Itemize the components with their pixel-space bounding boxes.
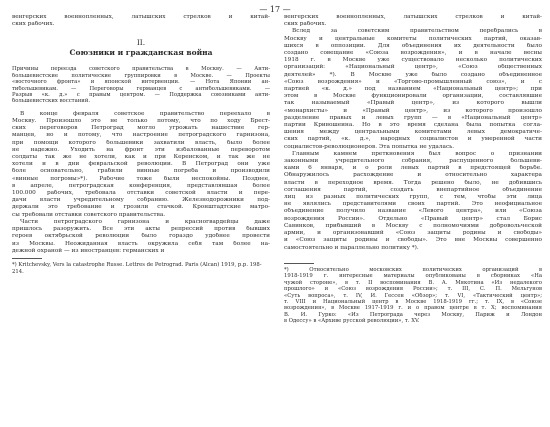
body-line: самостоятельно и параллельно политику *). xyxy=(284,244,419,251)
body-line: из Москвы. Неожиданная власть окружила себя там более на- xyxy=(12,240,270,247)
body-line: этом в Москве функционировали организации, составлявшие xyxy=(284,93,542,100)
body-line: создано совещание «Союза возрождения», и в начале весны xyxy=(284,50,542,57)
body-text xyxy=(284,28,542,251)
summary-line: тибольшевикам. — Переговоры германцев с антибольшевиками. — xyxy=(12,85,270,92)
right-column xyxy=(284,14,542,325)
body-line: Москву. Произошло это не только потому, что по ходу Брест- xyxy=(12,118,270,125)
summary-line: большевистские политические группировки в Москве. — Проекты xyxy=(12,72,270,79)
body-line: дежной охраной — из иностранцев: германских и xyxy=(12,247,165,254)
body-line: объединение получило название «Левого центра», или «Союза xyxy=(284,208,542,215)
body-line: не являлись представителями своих партий. Это неофициальное xyxy=(284,201,542,208)
body-line: Москву и центральные комитеты политических партий, оказав- xyxy=(284,35,542,42)
body-line: в апреле, петроградская конференция, представлявшая более xyxy=(12,182,270,189)
body-line: не надежно. Уходить на фронт эти избалованные переворотом xyxy=(12,146,270,153)
body-line: партией «к. д.» под названием «Национальный центр»; при xyxy=(284,86,542,93)
footnotes xyxy=(284,267,542,325)
footnote-line: прошлого» и «Союз возрождения России»; т. III, С. П. Мельгунов xyxy=(284,286,542,293)
top-lines xyxy=(284,14,542,28)
body-line: шения между центральными комитетами левых демократиче- xyxy=(284,129,542,136)
body-line: социалистов-революционеров. Эта попытка не удалась. xyxy=(284,143,455,150)
footnote-rule xyxy=(284,260,542,267)
body-line: соглашения партий, создать внепартийное объединение xyxy=(284,186,542,193)
top-lines xyxy=(12,14,270,28)
body-line: В конце февраля советское правительство переехало в xyxy=(20,110,270,117)
footnote-line: в Одессу» в «Архиве русской революции», т. XV. xyxy=(284,318,420,325)
footnote-line: *) Относительно московских политических организаций в xyxy=(284,266,542,273)
body-line: лиц из разных политических групп, с тем, чтобы эти лица xyxy=(284,194,542,201)
footnote-line: В. И. Гурко: «Из Петрограда через Москву, Париж и Лондон xyxy=(284,311,542,318)
body-line: Савинков, прибывший в Москву с полномочиями добровольческой xyxy=(284,222,542,229)
body-line: возрождения России». Отдельно «Правый центр» стал Борис xyxy=(284,215,542,222)
body-line: солдаты так же не хотели, как и при Керенском, и так же не xyxy=(12,154,270,161)
body-line: манцев, но и потому, что настроение петроградского гарнизона, xyxy=(12,132,270,139)
body-line: 1918 г. в Москве уже существовало несколько политических xyxy=(284,57,542,64)
footnote-line: возрождения», в Москве 1917-1919 г. и о правом центре в т. X; воспоминания xyxy=(284,305,542,312)
footnote-line: т. VIII и Национальный центр в Москве 1918-1919 гг.; т. IX, в «Союзе xyxy=(284,298,542,305)
body-line: боле основательно, грабили винные погреба и производили xyxy=(12,168,270,175)
body-line: деятелей» *). В Москве уже было создано объединенное xyxy=(284,71,542,78)
body-line: «монархисты» и «Правый центр», из которого произошло xyxy=(284,107,542,114)
footnote: *) Kritchevsky, Vers la catastrophe Russe. Lettres de Petrograd. Paris (Alcan) 1919, p.p. 198-214. xyxy=(12,262,262,275)
body-line: Части петроградского гарнизона и красногвардейцы даже xyxy=(20,218,270,225)
footnote-rule xyxy=(12,255,270,262)
body-line: партии Кривошеина. Но в это время сделана была попытка согла- xyxy=(284,122,542,129)
footnote-line: «Суть вопроса», т. IV, И. Гессен «Обзор»; т. VI, «Тактический центр»; xyxy=(284,292,542,299)
body-line: хотели и в дни февральской революции. В Петроград они уже xyxy=(12,161,270,168)
body-line: организаций: «Национальный центр», «Союз общественных xyxy=(284,64,542,71)
text-line: венгерских военнопленных, латышских стрелков и китай- xyxy=(12,14,270,20)
body-line: разделение правых и левых групп — в «Национальный центр» xyxy=(284,114,542,121)
summary-line: Разрыв «к. д.» с правым центром. — Поддержка союзниками анти- xyxy=(12,92,270,99)
section-title: Союзники и гражданская война xyxy=(69,48,213,58)
body-line: при помощи которого большевики захватили власть, было более xyxy=(12,139,270,146)
summary-line: «восточного фронта» и японской интервенции. — Нота Японии ан- xyxy=(12,79,270,86)
text-line: венгерских военнопленных, латышских стрелков и китай- xyxy=(284,14,542,20)
summary-line: Причины переезда советского правительства в Москву. — Анти- xyxy=(12,66,270,73)
body-line: армии, и организовавший «Союз защиты родины и свободы» xyxy=(284,230,542,237)
left-column xyxy=(12,14,270,275)
page-number: — 17 — xyxy=(259,5,291,14)
body-line: «Союз возрождения» и «Торгово-промышленный союз», и с xyxy=(284,78,542,85)
body-line: «винные погромы»*). Рабочие тоже были неспокойны. Позднее, xyxy=(12,175,270,182)
chapter-summary xyxy=(12,66,270,104)
body-text xyxy=(12,111,270,255)
body-line: Вслед за советским правительством перебрались в xyxy=(292,28,542,35)
body-line: ками 6 января, и о роли левых партий в предстоящей борьбе. xyxy=(284,165,542,172)
body-line: героев октябрьской революции было гораздо удобнее провести xyxy=(12,233,270,240)
body-line: 100.000 рабочих, требовала отставки советской власти и пере- xyxy=(12,190,270,197)
body-line: пришлось разоружить. Все эти акты репрессий против бывших xyxy=(12,226,270,233)
body-line: власти в переходное время. Тогда решено было, не добившись xyxy=(284,179,542,186)
summary-line: большевистских восстаний. xyxy=(12,98,91,105)
body-line: так называемый «Правый центр», из которого вышли xyxy=(284,100,542,107)
body-line: ских переговоров Петроград могло угрожать нашествие гер- xyxy=(12,125,270,132)
section-number: II. xyxy=(136,38,146,48)
body-line: шихся в оппозиции. Для объединения их деятельности было xyxy=(284,42,542,49)
footnote-line: чужой стороне», в т. II воспоминания В. А. Мякотина «Из недалекого xyxy=(284,279,542,286)
body-line: сы требовали отставки советского правительства. xyxy=(12,211,166,218)
body-line: Главным камнем преткновения был вопрос о признании xyxy=(292,150,542,157)
body-line: дачи власти учредительному собранию. Железнодорожники под- xyxy=(12,197,270,204)
footnote-line: 1918-1919 г. интересные материалы опубликованы в сборниках «На xyxy=(284,273,542,280)
body-line: и «Союз защиты родины и свободы». Это вне Москвы совершенно xyxy=(284,237,542,244)
body-line: Обнаружилось расхождение и относительно характера xyxy=(284,172,542,179)
text-line: ских рабочих. xyxy=(12,21,55,28)
text-line: ских рабочих. xyxy=(284,21,327,28)
body-line: ских партий, «к. д.», народных социалистов и умеренной части xyxy=(284,136,542,143)
body-line: держали это требование и грозили стачкой. Кронштадтские матро- xyxy=(12,204,270,211)
body-line: законными учредительного собрания, распущенного большеви- xyxy=(284,158,542,165)
